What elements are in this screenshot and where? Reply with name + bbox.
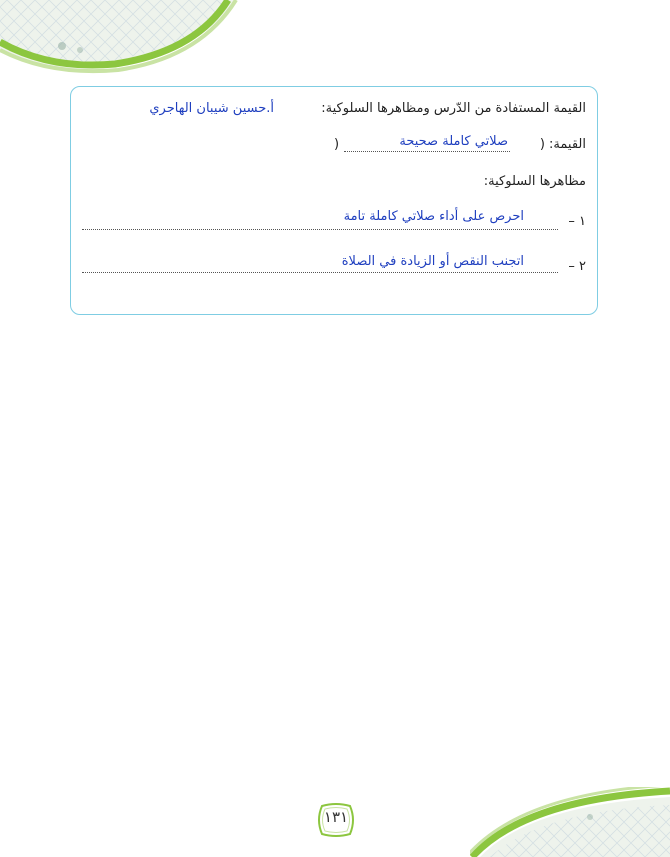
value-label: القيمة: ( [539,137,586,152]
author-name: أ.حسين شيبان الهاجري [149,101,274,116]
value-answer: صلاتي كاملة صحيحة [399,134,508,149]
behavior-line-2 [82,272,558,273]
behavior-text-1: احرص على أداء صلاتي كاملة تامة [343,209,524,224]
behavior-line-1 [82,229,558,230]
bottom-right-ornament [470,787,670,857]
behavior-number-2: ٢ – [568,259,586,274]
page-number-badge [316,802,356,838]
behaviors-label: مظاهرها السلوكية: [483,174,586,189]
behavior-text-2: اتجنب النقص أو الزيادة في الصلاة [341,254,524,269]
page-number: ١٣١ [323,808,349,826]
lesson-value-card [70,86,598,315]
value-answer-line [344,151,510,152]
behavior-number-1: ١ – [568,214,586,229]
top-left-ornament [0,0,240,80]
value-close-paren: ) [334,137,340,152]
card-heading: القيمة المستفادة من الدّرس ومظاهرها السلوكية: [321,101,586,116]
